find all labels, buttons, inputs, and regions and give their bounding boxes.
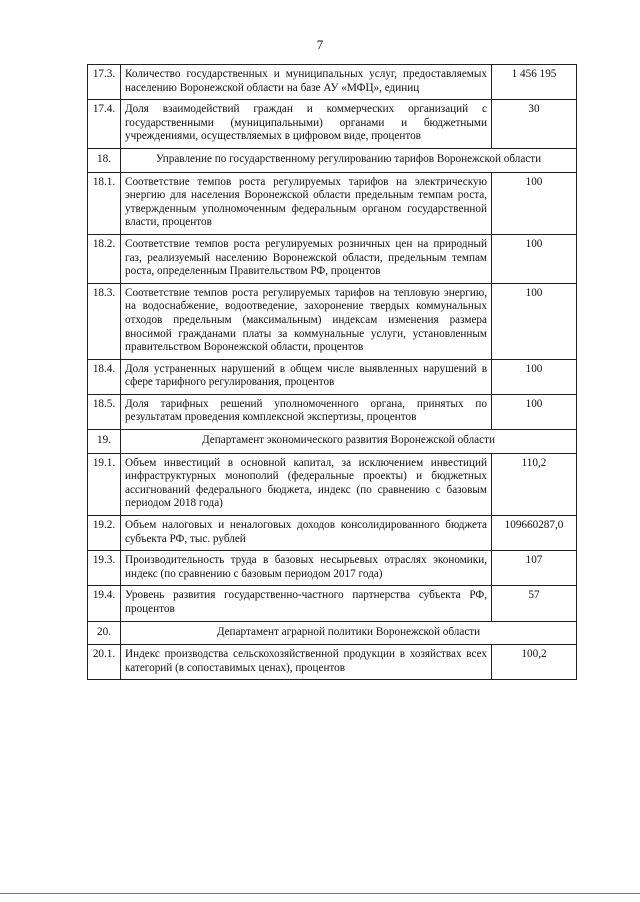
indicator-value: 100 [492, 359, 577, 394]
indicator-description: Соответствие темпов роста регулируемых тарифов на тепловую энергию, на водоснабжение, водоотведение, захоронение твердых коммунальных отходов предельным (максимальным) индексам изменения размера вносимой гражданами платы за коммунальные услуги, установленным правительством Воронежской области, процентов [121, 283, 492, 359]
row-number: 17.4. [88, 100, 121, 149]
indicators-table-body [88, 65, 577, 680]
indicator-value: 1 456 195 [492, 65, 577, 100]
indicator-value: 30 [492, 100, 577, 149]
table-row [88, 359, 577, 394]
table-row [88, 100, 577, 149]
indicator-description: Доля устраненных нарушений в общем числе выявленных нарушений в сфере тарифного регулирования, процентов [121, 359, 492, 394]
row-number: 19.3. [88, 551, 121, 586]
table-row [88, 283, 577, 359]
table-row [88, 234, 577, 283]
table-row [88, 394, 577, 429]
section-row [88, 430, 577, 454]
section-title: Департамент экономического развития Воронежской области [121, 430, 577, 454]
row-number: 20.1. [88, 645, 121, 680]
section-title: Управление по государственному регулированию тарифов Воронежской области [121, 148, 577, 172]
section-number: 19. [88, 430, 121, 454]
indicator-value: 100,2 [492, 645, 577, 680]
indicator-description: Индекс производства сельскохозяйственной продукции в хозяйствах всех категорий (в сопоставимых ценах), процентов [121, 645, 492, 680]
table-row [88, 551, 577, 586]
row-number: 18.3. [88, 283, 121, 359]
indicator-value: 107 [492, 551, 577, 586]
section-number: 20. [88, 621, 121, 645]
indicator-description: Доля взаимодействий граждан и коммерческих организаций с государственными (муниципальными) органами и бюджетными учреждениями, осуществляемых в цифровом виде, процентов [121, 100, 492, 149]
row-number: 19.1. [88, 453, 121, 515]
indicator-description: Объем налоговых и неналоговых доходов консолидированного бюджета субъекта РФ, тыс. рублей [121, 516, 492, 551]
indicator-description: Доля тарифных решений уполномоченного органа, принятых по результатам проведения комплексной экспертизы, процентов [121, 394, 492, 429]
indicator-value: 100 [492, 172, 577, 234]
table-row [88, 453, 577, 515]
indicator-description: Соответствие темпов роста регулируемых розничных цен на природный газ, реализуемый населению Воронежской области, предельным темпам роста, определенным Правительством РФ, процентов [121, 234, 492, 283]
indicator-description: Производительность труда в базовых несырьевых отраслях экономики, индекс (по сравнению с базовым периодом 2017 года) [121, 551, 492, 586]
row-number: 17.3. [88, 65, 121, 100]
section-number: 18. [88, 148, 121, 172]
row-number: 18.5. [88, 394, 121, 429]
indicator-value: 57 [492, 586, 577, 621]
row-number: 18.1. [88, 172, 121, 234]
row-number: 18.4. [88, 359, 121, 394]
indicator-description: Объем инвестиций в основной капитал, за исключением инвестиций инфраструктурных монополий (федеральные проекты) и бюджетных ассигнований федерального бюджета, индекс (по сравнению с базовым периодом 2018 года) [121, 453, 492, 515]
indicators-table [87, 64, 577, 680]
indicator-value: 100 [492, 234, 577, 283]
page-number: 7 [316, 37, 324, 52]
row-number: 18.2. [88, 234, 121, 283]
table-row [88, 645, 577, 680]
indicator-value: 109660287,0 [492, 516, 577, 551]
section-title: Департамент аграрной политики Воронежской области [121, 621, 577, 645]
section-row [88, 148, 577, 172]
row-number: 19.4. [88, 586, 121, 621]
table-row [88, 65, 577, 100]
row-number: 19.2. [88, 516, 121, 551]
indicator-description: Уровень развития государственно-частного партнерства субъекта РФ, процентов [121, 586, 492, 621]
page-bottom-divider [0, 893, 640, 894]
indicator-value: 110,2 [492, 453, 577, 515]
table-row [88, 172, 577, 234]
indicator-description: Количество государственных и муниципальных услуг, предоставляемых населению Воронежской области на базе АУ «МФЦ», единиц [121, 65, 492, 100]
table-row [88, 586, 577, 621]
indicator-description: Соответствие темпов роста регулируемых тарифов на электрическую энергию для населения Воронежской области предельным темпам роста, утвержденным уполномоченным федеральным органом государственной власти, процентов [121, 172, 492, 234]
section-row [88, 621, 577, 645]
indicator-value: 100 [492, 394, 577, 429]
table-row [88, 516, 577, 551]
indicator-value: 100 [492, 283, 577, 359]
